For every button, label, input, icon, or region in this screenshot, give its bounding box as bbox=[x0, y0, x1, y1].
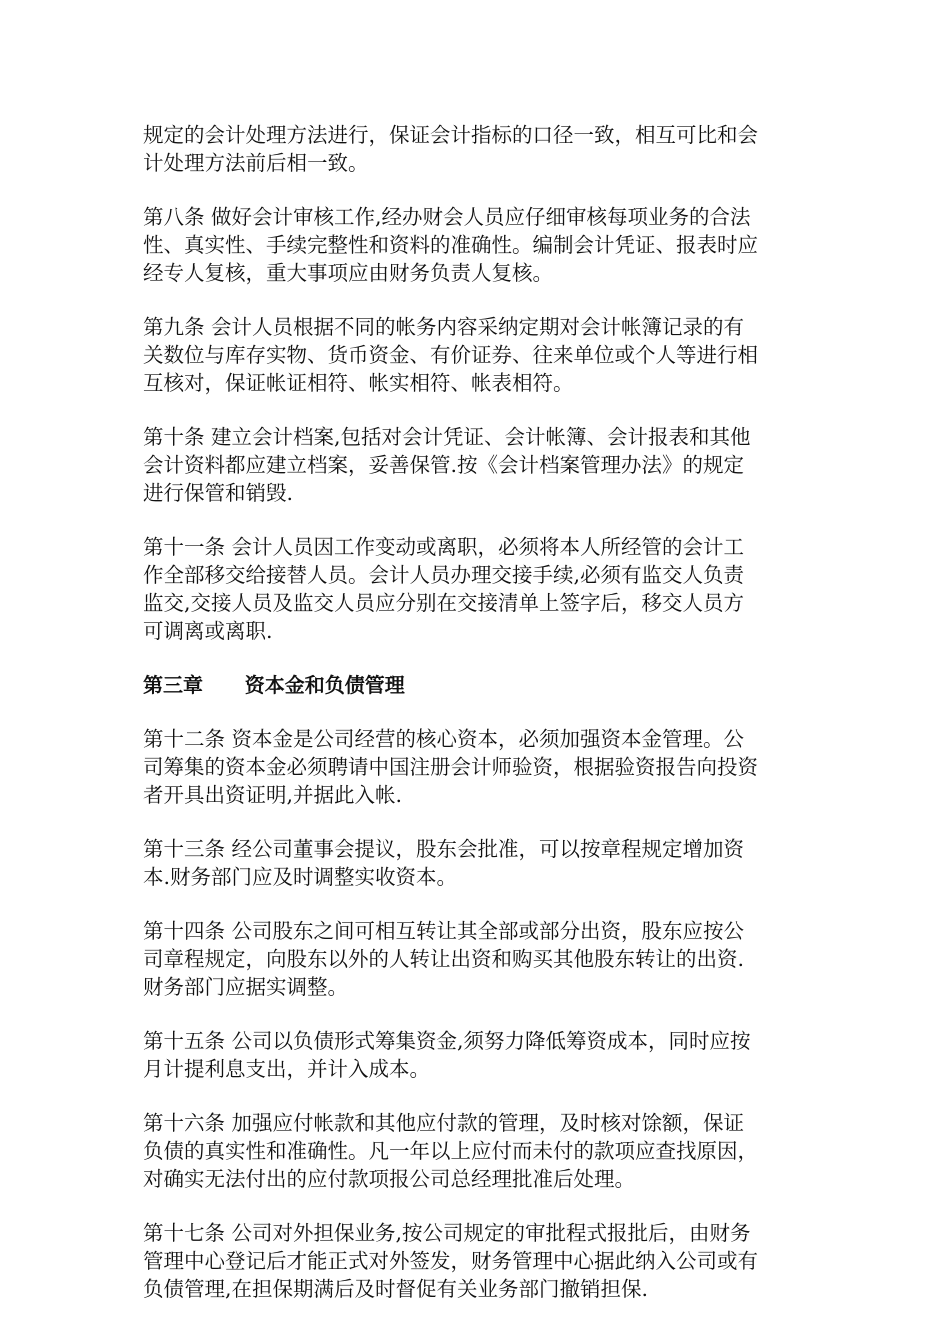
paragraph-line: 月计提利息支出，并计入成本。 bbox=[143, 1057, 430, 1081]
paragraph-line: 监交,交接人员及监交人员应分别在交接清单上签字后，移交人员方 bbox=[143, 591, 745, 615]
paragraph-line: 管理中心登记后才能正式对外签发，财务管理中心据此纳入公司或有 bbox=[143, 1249, 758, 1273]
paragraph-line: 第十三条 经公司董事会提议，股东会批准，可以按章程规定增加资 bbox=[143, 837, 745, 861]
paragraph-line: 第十条 建立会计档案,包括对会计凭证、会计帐簿、会计报表和其他 bbox=[143, 425, 751, 449]
paragraph-line: 第十七条 公司对外担保业务,按公司规定的审批程式报批后，由财务 bbox=[143, 1221, 751, 1245]
paragraph-line: 第十二条 资本金是公司经营的核心资本，必须加强资本金管理。公 bbox=[143, 727, 745, 751]
document-page bbox=[143, 121, 811, 1329]
article-paragraph bbox=[143, 1219, 811, 1303]
article-paragraph bbox=[143, 121, 811, 177]
article-paragraph bbox=[143, 917, 811, 1001]
paragraph-line: 互核对，保证帐证相符、帐实相符、帐表相符。 bbox=[143, 371, 574, 395]
paragraph-line: 第十四条 公司股东之间可相互转让其全部或部分出资，股东应按公 bbox=[143, 919, 745, 943]
chapter-heading: 第三章 资本金和负债管理 bbox=[143, 673, 405, 697]
article-paragraph bbox=[143, 203, 811, 287]
paragraph-line: 可调离或离职. bbox=[143, 619, 273, 643]
paragraph-line: 司筹集的资本金必须聘请中国注册会计师验资，根据验资报告向投资 bbox=[143, 755, 758, 779]
paragraph-line: 第九条 会计人员根据不同的帐务内容采纳定期对会计帐簿记录的有 bbox=[143, 315, 745, 339]
paragraph-line: 司章程规定，向股东以外的人转让出资和购买其他股东转让的出资. bbox=[143, 947, 745, 971]
paragraph-line: 进行保管和销毁. bbox=[143, 481, 294, 505]
paragraph-line: 关数位与库存实物、货币资金、有价证券、往来单位或个人等进行相 bbox=[143, 343, 758, 367]
paragraph-line: 者开具出资证明,并据此入帐. bbox=[143, 783, 403, 807]
article-paragraph bbox=[143, 313, 811, 397]
paragraph-line: 会计资料都应建立档案，妥善保管.按《会计档案管理办法》的规定 bbox=[143, 453, 745, 477]
paragraph-line: 作全部移交给接替人员。会计人员办理交接手续,必须有监交人负责 bbox=[143, 563, 745, 587]
article-paragraph bbox=[143, 725, 811, 809]
paragraph-line: 规定的会计处理方法进行，保证会计指标的口径一致，相互可比和会 bbox=[143, 123, 758, 147]
paragraph-line: 第十一条 会计人员因工作变动或离职，必须将本人所经管的会计工 bbox=[143, 535, 745, 559]
paragraph-line: 财务部门应据实调整。 bbox=[143, 975, 348, 999]
paragraph-line: 第十五条 公司以负债形式筹集资金,须努力降低筹资成本，同时应按 bbox=[143, 1029, 751, 1053]
paragraph-line: 负债管理,在担保期满后及时督促有关业务部门撤销担保. bbox=[143, 1277, 649, 1301]
article-paragraph bbox=[143, 533, 811, 645]
articles-section-before bbox=[143, 121, 811, 645]
article-paragraph bbox=[143, 1109, 811, 1193]
article-paragraph bbox=[143, 1027, 811, 1083]
paragraph-line: 本.财务部门应及时调整实收资本。 bbox=[143, 865, 458, 889]
paragraph-line: 性、真实性、手续完整性和资料的准确性。编制会计凭证、报表时应 bbox=[143, 233, 758, 257]
paragraph-line: 第八条 做好会计审核工作,经办财会人员应仔细审核每项业务的合法 bbox=[143, 205, 751, 229]
article-paragraph bbox=[143, 835, 811, 891]
paragraph-line: 计处理方法前后相一致。 bbox=[143, 151, 369, 175]
articles-section-after bbox=[143, 725, 811, 1303]
paragraph-line: 对确实无法付出的应付款项报公司总经理批准后处理。 bbox=[143, 1167, 635, 1191]
paragraph-line: 负债的真实性和准确性。凡一年以上应付而未付的款项应查找原因， bbox=[143, 1139, 758, 1163]
article-paragraph bbox=[143, 423, 811, 507]
paragraph-line: 经专人复核，重大事项应由财务负责人复核。 bbox=[143, 261, 553, 285]
paragraph-line: 第十六条 加强应付帐款和其他应付款的管理，及时核对馀额，保证 bbox=[143, 1111, 745, 1135]
